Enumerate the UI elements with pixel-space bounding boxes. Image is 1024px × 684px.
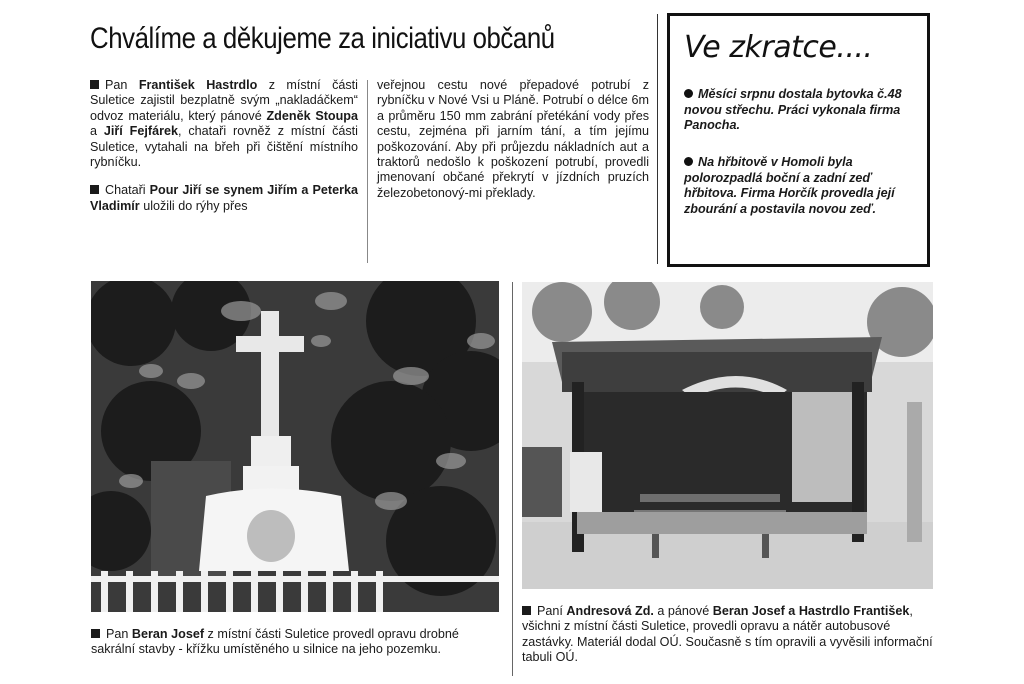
- bold-name: František Hastrdlo: [138, 78, 258, 92]
- bold-name: Beran Josef: [131, 627, 205, 641]
- article-paragraph-2: [90, 183, 358, 214]
- bullet-dot: [684, 89, 693, 98]
- news-item-2-text: Na hřbitově v Homoli byla polorozpadlá boční a zadní zeď hřbitova. Firma Horčík provedla její zbourání a postavila novou zeď.: [684, 155, 895, 216]
- article-column-2: [377, 78, 649, 214]
- bold-name: Pour Jiří se synem Jiřím a Peterka Vladimír: [90, 183, 358, 213]
- text-run: , chataři rovněž z místní části Suletice, vytahali na břeh při čištění místního rybníčku.: [90, 124, 358, 170]
- column-divider-right: [657, 14, 658, 264]
- article-column-1: [90, 78, 358, 227]
- bold-name: Andresová Zd.: [566, 604, 654, 618]
- photo-wayside-cross: [91, 281, 499, 612]
- text-run: Chataři: [105, 183, 150, 198]
- article-paragraph-1: [90, 78, 358, 170]
- column-divider-middle: [367, 80, 368, 263]
- text-run: z místní části Suletice zajistil bezplatně svým „nakladáčkem“ odvoz materiálu, který pánové: [90, 78, 358, 123]
- bold-name: Jiří Fejfárek: [103, 124, 178, 139]
- text-run: , všichni z místní části Suletice, provedli opravu a nátěr autobusové zastávky. Materiál dodal OÚ. Současně s tím opravili a vyvěsili informační tabuli OÚ.: [522, 604, 933, 665]
- bold-name: Beran Josef a Hastrdlo František: [712, 604, 910, 618]
- text-run: a: [90, 124, 104, 139]
- bullet-square: [91, 629, 100, 638]
- bullet-square: [90, 185, 99, 194]
- text-run: Pan: [106, 627, 132, 641]
- bold-name: Zdeněk Stoupa: [266, 108, 358, 123]
- news-box-title: Ve zkratce....: [684, 30, 873, 65]
- caption-right: [522, 604, 936, 666]
- news-item-1-text: Měsíci srpnu dostala bytovka č.48 novou střechu. Práci vykonala firma Panocha.: [684, 87, 902, 133]
- photo-bus-stop-image: [522, 282, 933, 589]
- photo-bus-stop: [522, 282, 933, 589]
- photo-wayside-cross-image: [91, 281, 499, 612]
- photo-divider: [512, 282, 513, 676]
- article-paragraph-3: veřejnou cestu nové přepadové potrubí z rybníčku v Nové Vsi u Pláně. Potrubí o délce 6m a průměru 150 mm zabrání přetékání vody přes cestu, zejména při jarním tání, a tím jejímu poškozování. Aby při průjezdu nákladních aut a traktorů nedošlo k poškození potrubí, provedli jmenovaní občané překrytí v jízdních pruzích železobetonový-mi překlady.: [377, 78, 649, 200]
- text-run: Pan: [105, 78, 139, 92]
- bullet-square: [90, 80, 99, 89]
- text-run: Paní: [537, 604, 567, 618]
- news-item-1: [684, 87, 919, 134]
- text-run: a pánové: [653, 604, 713, 618]
- text-run: uložili do rýhy přes: [139, 198, 248, 213]
- bullet-square: [522, 606, 531, 615]
- bullet-dot: [684, 157, 693, 166]
- caption-left: [91, 627, 503, 658]
- news-item-2: [684, 155, 919, 217]
- headline: Chválíme a děkujeme za iniciativu občanů: [90, 22, 555, 55]
- text-run: z místní části Suletice provedl opravu drobné sakrální stavby - křížku umístěného u silnice na jeho pozemku.: [91, 627, 459, 657]
